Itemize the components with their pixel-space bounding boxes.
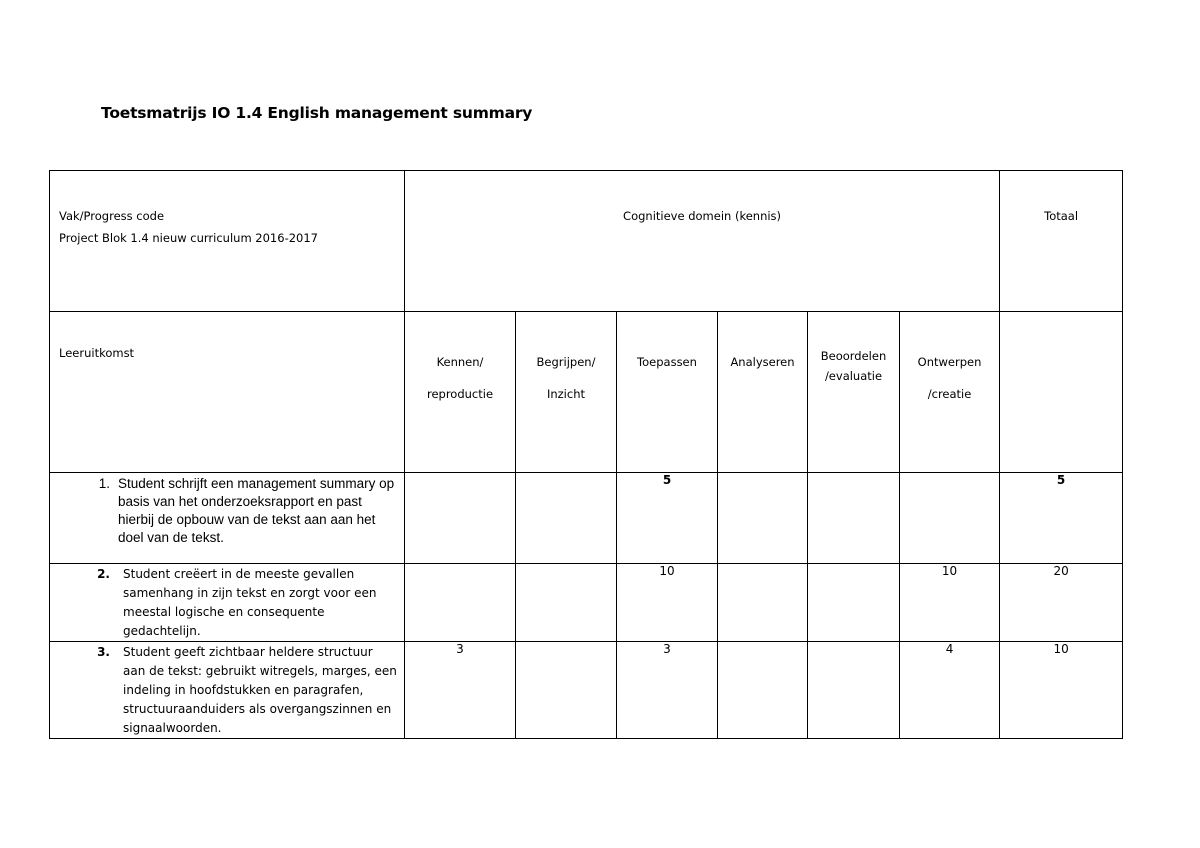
value-ontwerpen: 4 [900,642,1000,739]
table-row [50,473,1123,564]
value-totaal: 5 [1000,473,1123,564]
value-analyseren [718,564,808,642]
value-totaal: 10 [1000,642,1123,739]
value-kennen [405,564,516,642]
leeruitkomst-label: Leeruitkomst [59,346,135,360]
col-begrijpen-line2: Inzicht [546,387,586,401]
cognitive-domain-label: Cognitieve domein (kennis) [623,209,782,223]
value-ontwerpen: 10 [900,564,1000,642]
col-analyseren-line1: Analyseren [730,355,795,369]
value-analyseren [718,473,808,564]
assessment-matrix-table [49,170,1123,739]
table-row [50,642,1123,739]
total-header-cell [1000,171,1123,312]
project-label: Project Blok 1.4 nieuw curriculum 2016-2017 [59,231,318,245]
col-toepassen-line1: Toepassen [637,355,697,369]
value-analyseren [718,642,808,739]
outcome-text: Student geeft zichtbaar heldere structuur aan de tekst: gebruikt witregels, marges, een indeling in hoofdstukken en paragrafen, structuuraanduiders als overgangszinnen en signaalwoorden. [123,645,397,735]
col-kennen-line1: Kennen/ [436,355,484,369]
outcome-text: Student creëert in de meeste gevallen samenhang in zijn tekst en zorgt voor een meestal logische en consequente gedachtelijn. [123,567,377,638]
vak-label: Vak/Progress code [59,209,165,223]
value-toepassen: 10 [617,564,718,642]
col-beoordelen-line2: /evaluatie [824,369,883,383]
value-kennen: 3 [405,642,516,739]
col-beoordelen-line1: Beoordelen [820,349,887,363]
value-begrijpen [516,564,617,642]
col-kennen [405,312,516,473]
col-beoordelen [808,312,900,473]
outcome-text: Student schrijft een management summary op basis van het onderzoeksrapport en past hierbij de opbouw van de tekst aan aan het doel van de tekst. [118,476,395,545]
value-toepassen: 5 [617,473,718,564]
value-begrijpen [516,473,617,564]
outcome-number: 2. [97,567,110,581]
value-ontwerpen [900,473,1000,564]
col-ontwerpen [900,312,1000,473]
col-ontwerpen-line2: /creatie [927,387,972,401]
total-label: Totaal [1044,209,1079,223]
value-toepassen: 3 [617,642,718,739]
header-row [50,171,1123,312]
col-ontwerpen-line1: Ontwerpen [917,355,982,369]
value-totaal: 20 [1000,564,1123,642]
outcome-cell [50,642,405,739]
value-kennen [405,473,516,564]
value-beoordelen [808,642,900,739]
value-beoordelen [808,564,900,642]
value-beoordelen [808,473,900,564]
col-analyseren [718,312,808,473]
outcome-number: 1. [98,476,110,491]
document-title: Toetsmatrijs IO 1.4 English management summary [101,104,533,122]
col-kennen-line2: reproductie [426,387,494,401]
vak-cell [50,171,405,312]
col-totaal-empty [1000,312,1123,473]
col-begrijpen [516,312,617,473]
table-row [50,564,1123,642]
value-begrijpen [516,642,617,739]
outcome-number: 3. [97,645,110,659]
cognitive-domain-cell [405,171,1000,312]
outcome-cell [50,473,405,564]
subheader-row [50,312,1123,473]
leeruitkomst-cell [50,312,405,473]
col-toepassen [617,312,718,473]
col-begrijpen-line1: Begrijpen/ [536,355,596,369]
outcome-cell [50,564,405,642]
